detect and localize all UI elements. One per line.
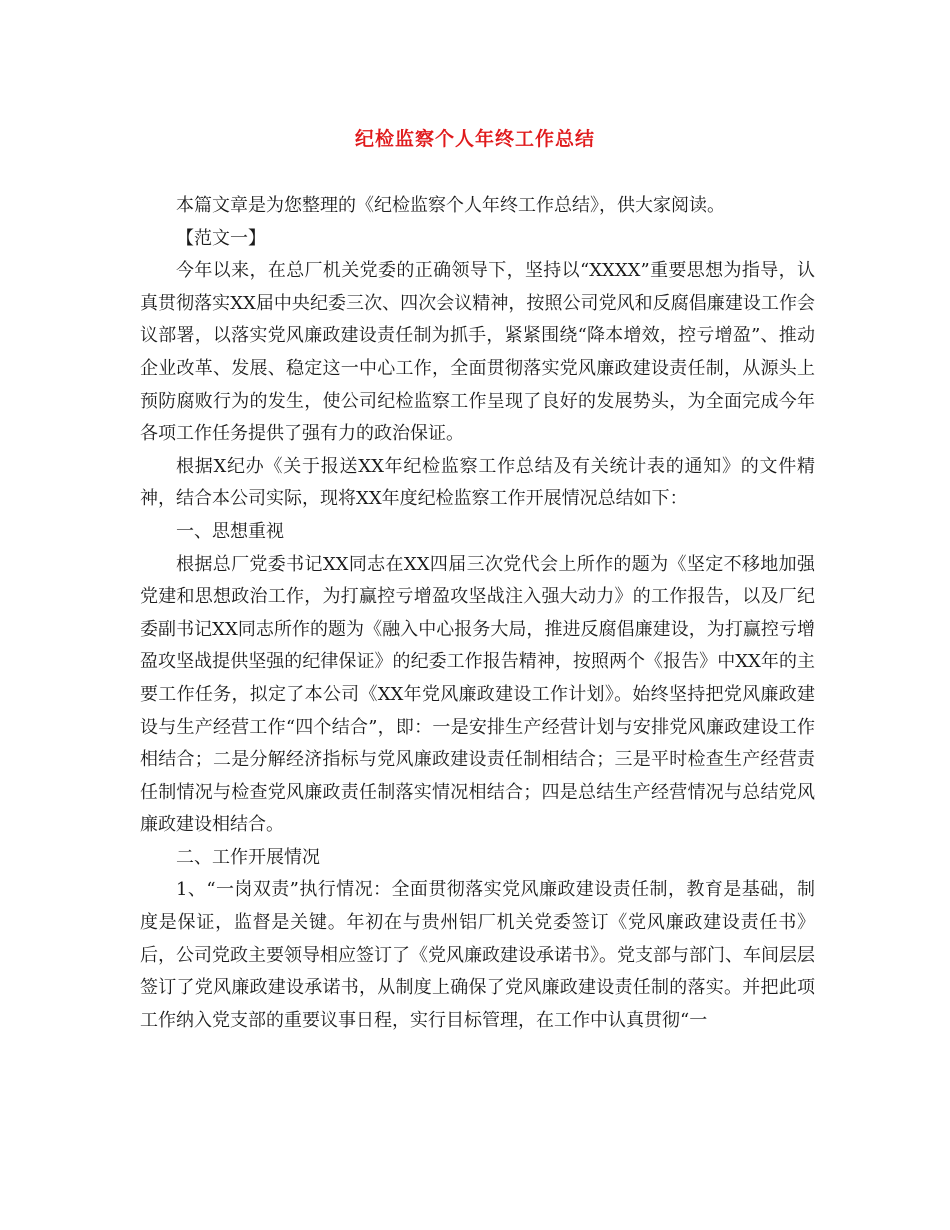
document-body bbox=[140, 190, 815, 1037]
section-heading: 一、思想重视 bbox=[176, 520, 284, 542]
body-paragraph: 今年以来，在总厂机关党委的正确领导下，坚持以“XXXX”重要思想为指导，认真贯彻落实XX届中央纪委三次、四次会议精神，按照公司党风和反腐倡廉建设工作会议部署，以落实党风廉政建设责任制为抓手，紧紧围绕“降本增效，控亏增盈”、推动企业改革、发展、稳定这一中心工作，全面贯彻落实党风廉政建设责任制，从源头上预防腐败行为的发生，使公司纪检监察工作呈现了良好的发展势头，为全面完成今年各项工作任务提供了强有力的政治保证。 bbox=[140, 260, 815, 445]
section-heading: 二、工作开展情况 bbox=[176, 846, 320, 868]
sample-heading: 【范文一】 bbox=[176, 227, 266, 249]
body-paragraph: 根据总厂党委书记XX同志在XX四届三次党代会上所作的题为《坚定不移地加强党建和思想政治工作，为打赢控亏增盈攻坚战注入强大动力》的工作报告，以及厂纪委副书记XX同志所作的题为《融入中心报务大局，推进反腐倡廉建设，为打赢控亏增盈攻坚战提供坚强的纪律保证》的纪委工作报告精神，按照两个《报告》中XX年的主要工作任务，拟定了本公司《XX年党风廉政建设工作计划》。始终坚持把党风廉政建设与生产经营工作“四个结合”，即：一是安排生产经营计划与安排党风廉政建设工作相结合；二是分解经济指标与党风廉政建设责任制相结合；三是平时检查生产经营责任制情况与检查党风廉政责任制落实情况相结合；四是总结生产经营情况与总结党风廉政建设相结合。 bbox=[140, 553, 815, 836]
document-title: 纪检监察个人年终工作总结 bbox=[354, 128, 595, 150]
body-paragraph: 1、“一岗双责”执行情况：全面贯彻落实党风廉政建设责任制，教育是基础，制度是保证，监督是关键。年初在与贵州铝厂机关党委签订《党风廉政建设责任书》后，公司党政主要领导相应签订了《党风廉政建设承诺书》。党支部与部门、车间层层签订了党风廉政建设承诺书，从制度上确保了党风廉政建设责任制的落实。并把此项工作纳入党支部的重要议事日程，实行目标管理，在工作中认真贯彻“一 bbox=[140, 879, 815, 1031]
intro-paragraph: 本篇文章是为您整理的《纪检监察个人年终工作总结》，供大家阅读。 bbox=[176, 195, 725, 216]
body-paragraph: 根据X纪办《关于报送XX年纪检监察工作总结及有关统计表的通知》的文件精神，结合本公司实际，现将XX年度纪检监察工作开展情况总结如下： bbox=[140, 455, 815, 510]
